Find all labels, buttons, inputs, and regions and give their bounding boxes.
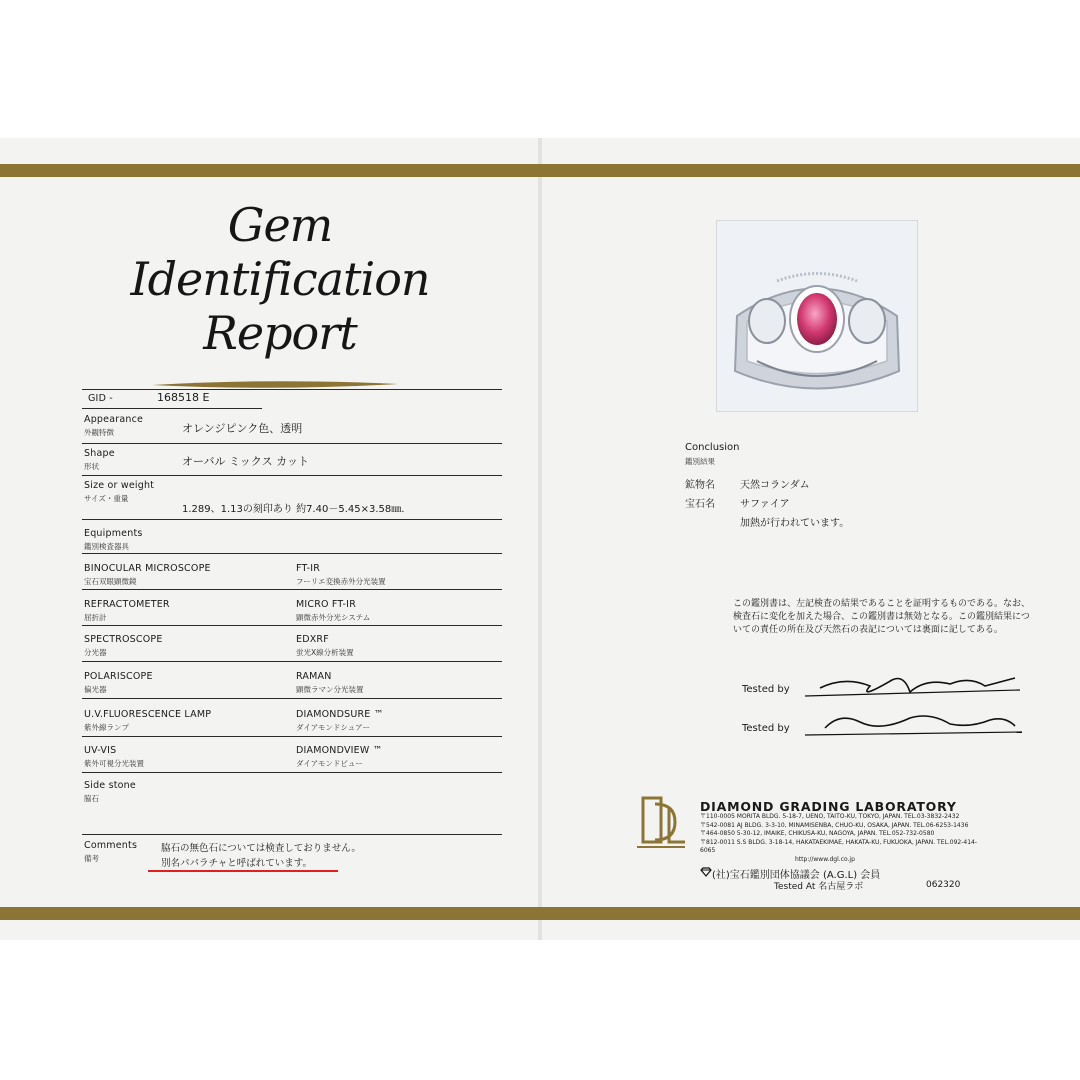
shape-label: Shape bbox=[84, 448, 115, 459]
title-line-2: Identification bbox=[130, 252, 430, 306]
comments-label: Comments bbox=[84, 840, 138, 851]
tested-by-label-1: Tested by bbox=[742, 684, 790, 695]
comments-label-jp: 備考 bbox=[84, 854, 99, 863]
signature-2 bbox=[800, 708, 1025, 742]
ring-illustration bbox=[717, 221, 917, 411]
appearance-label: Appearance bbox=[84, 414, 144, 425]
rule bbox=[82, 389, 502, 390]
equipment-right-jp: 顕微ラマン分光装置 bbox=[296, 685, 364, 694]
size-label: Size or weight bbox=[84, 480, 155, 491]
gem-label: 宝石名 bbox=[685, 499, 715, 510]
equipment-right-jp: フーリエ変換赤外分光装置 bbox=[296, 577, 386, 586]
conclusion-label: Conclusion bbox=[685, 442, 740, 453]
rule bbox=[82, 589, 502, 590]
equipment-right-jp: ダイアモンドビュー bbox=[296, 759, 363, 768]
appearance-value: オレンジピンク色、透明 bbox=[182, 422, 303, 435]
report-title bbox=[120, 198, 440, 360]
side-stone-label: Side stone bbox=[84, 780, 136, 791]
rule bbox=[82, 736, 502, 737]
equipment-left-jp: 分光器 bbox=[84, 648, 107, 657]
tested-by-label-2: Tested by bbox=[742, 723, 790, 734]
equipment-left: SPECTROSCOPE bbox=[84, 634, 163, 645]
lab-name: DIAMOND GRADING LABORATORY bbox=[700, 799, 957, 814]
dgl-logo bbox=[633, 796, 691, 858]
rule bbox=[82, 408, 262, 409]
rule bbox=[82, 661, 502, 662]
equipment-left-jp: 宝石双眼顕微鏡 bbox=[84, 577, 137, 586]
equipment-right: EDXRF bbox=[296, 634, 329, 645]
lab-url: http://www.dgl.co.jp bbox=[795, 855, 855, 863]
rule bbox=[82, 698, 502, 699]
rule bbox=[82, 519, 502, 520]
equipment-left: REFRACTOMETER bbox=[84, 599, 170, 610]
rule bbox=[82, 553, 502, 554]
conclusion-label-jp: 鑑別結果 bbox=[685, 457, 715, 466]
address-line: 〒812-0011 S.S BLDG. 3-18-14, HAKATAEKIMAE, HAKATA-KU, FUKUOKA, JAPAN. TEL.092-414-6065 bbox=[700, 838, 977, 855]
lab-address bbox=[700, 813, 990, 865]
agl-membership: (社)宝石鑑別団体協議会 (A.G.L) 会員 bbox=[712, 870, 881, 881]
rule bbox=[82, 834, 502, 835]
page-fold bbox=[538, 138, 542, 940]
equipment-left-jp: 屈折計 bbox=[84, 613, 107, 622]
serial-number: 062320 bbox=[926, 880, 961, 890]
equipment-left: POLARISCOPE bbox=[84, 671, 153, 682]
treatment-note: 加熱が行われています。 bbox=[740, 518, 850, 529]
comments-line-1: 脇石の無色石については検査しておりません。 bbox=[161, 843, 361, 854]
equipment-right: RAMAN bbox=[296, 671, 332, 682]
address-line: 〒110-0005 MORITA BLDG. 5-18-7, UENO, TAITO-KU, TOKYO, JAPAN. TEL.03-3832-2432 bbox=[700, 813, 960, 820]
equipment-right: DIAMONDSURE ™ bbox=[296, 709, 384, 720]
equipment-left-jp: 紫外可視分光装置 bbox=[84, 759, 144, 768]
diamond-icon bbox=[700, 867, 712, 877]
equipment-left: U.V.FLUORESCENCE LAMP bbox=[84, 709, 212, 720]
equipment-right-jp: 顕微赤外分光システム bbox=[296, 613, 371, 622]
equipment-left: BINOCULAR MICROSCOPE bbox=[84, 563, 211, 574]
rule bbox=[82, 625, 502, 626]
equipment-right: FT-IR bbox=[296, 563, 321, 574]
equipment-right-jp: ダイアモンドシュアー bbox=[296, 723, 370, 732]
gid-value: 168518 E bbox=[157, 391, 210, 404]
rule bbox=[82, 475, 502, 476]
equipment-left-jp: 紫外線ランプ bbox=[84, 723, 129, 732]
title-line-1: Gem bbox=[227, 198, 333, 252]
certificate-notice: この鑑別書は、左記検査の結果であることを証明するものである。なお、検査石に変化を加えた場合、この鑑別書は無効となる。この鑑別結果についての責任の所在及び天然石の表記については裏面に記してある。 bbox=[733, 599, 1031, 635]
appearance-label-jp: 外観特徴 bbox=[84, 428, 114, 437]
comments-line-2: 別名パパラチャと呼ばれています。 bbox=[161, 858, 312, 869]
side-stone-label-jp: 脇石 bbox=[84, 794, 99, 803]
equipments-label-jp: 鑑別検査器具 bbox=[84, 542, 129, 551]
gid-label: GID - bbox=[88, 393, 113, 404]
shape-label-jp: 形状 bbox=[84, 462, 99, 471]
size-label-jp: サイズ・重量 bbox=[84, 494, 129, 503]
size-value: 1.289、1.13の刻印あり 約7.40－5.45×3.58㎜. bbox=[182, 504, 405, 515]
equipment-left: UV-VIS bbox=[84, 745, 117, 756]
equipments-label: Equipments bbox=[84, 528, 143, 539]
shape-value: オーバル ミックス カット bbox=[182, 455, 310, 468]
gold-band-top bbox=[0, 164, 1080, 177]
title-line-3: Report bbox=[203, 306, 357, 360]
rule bbox=[82, 443, 502, 444]
equipment-right: DIAMONDVIEW ™ bbox=[296, 745, 383, 756]
comment-underline bbox=[148, 870, 338, 872]
tested-at: Tested At 名古屋ラボ bbox=[774, 882, 864, 892]
mineral-value: 天然コランダム bbox=[740, 480, 810, 491]
rule bbox=[82, 772, 502, 773]
equipment-right: MICRO FT-IR bbox=[296, 599, 356, 610]
mineral-label: 鉱物名 bbox=[685, 480, 715, 491]
equipment-right-jp: 蛍光X線分析装置 bbox=[296, 648, 354, 657]
address-line: 〒542-0081 AJ BLDG. 3-3-10, MINAMISENBA, CHUO-KU, OSAKA, JAPAN. TEL.06-6253-1436 bbox=[700, 821, 969, 829]
gold-band-bottom bbox=[0, 907, 1080, 920]
ring-photo bbox=[716, 220, 918, 412]
address-line: 〒464-0850 5-30-12, IMAIKE, CHIKUSA-KU, NAGOYA, JAPAN. TEL.052-732-0580 bbox=[700, 830, 935, 838]
equipment-left-jp: 偏光器 bbox=[84, 685, 107, 694]
gem-value: サファイア bbox=[740, 499, 790, 510]
signature-1 bbox=[800, 670, 1025, 704]
